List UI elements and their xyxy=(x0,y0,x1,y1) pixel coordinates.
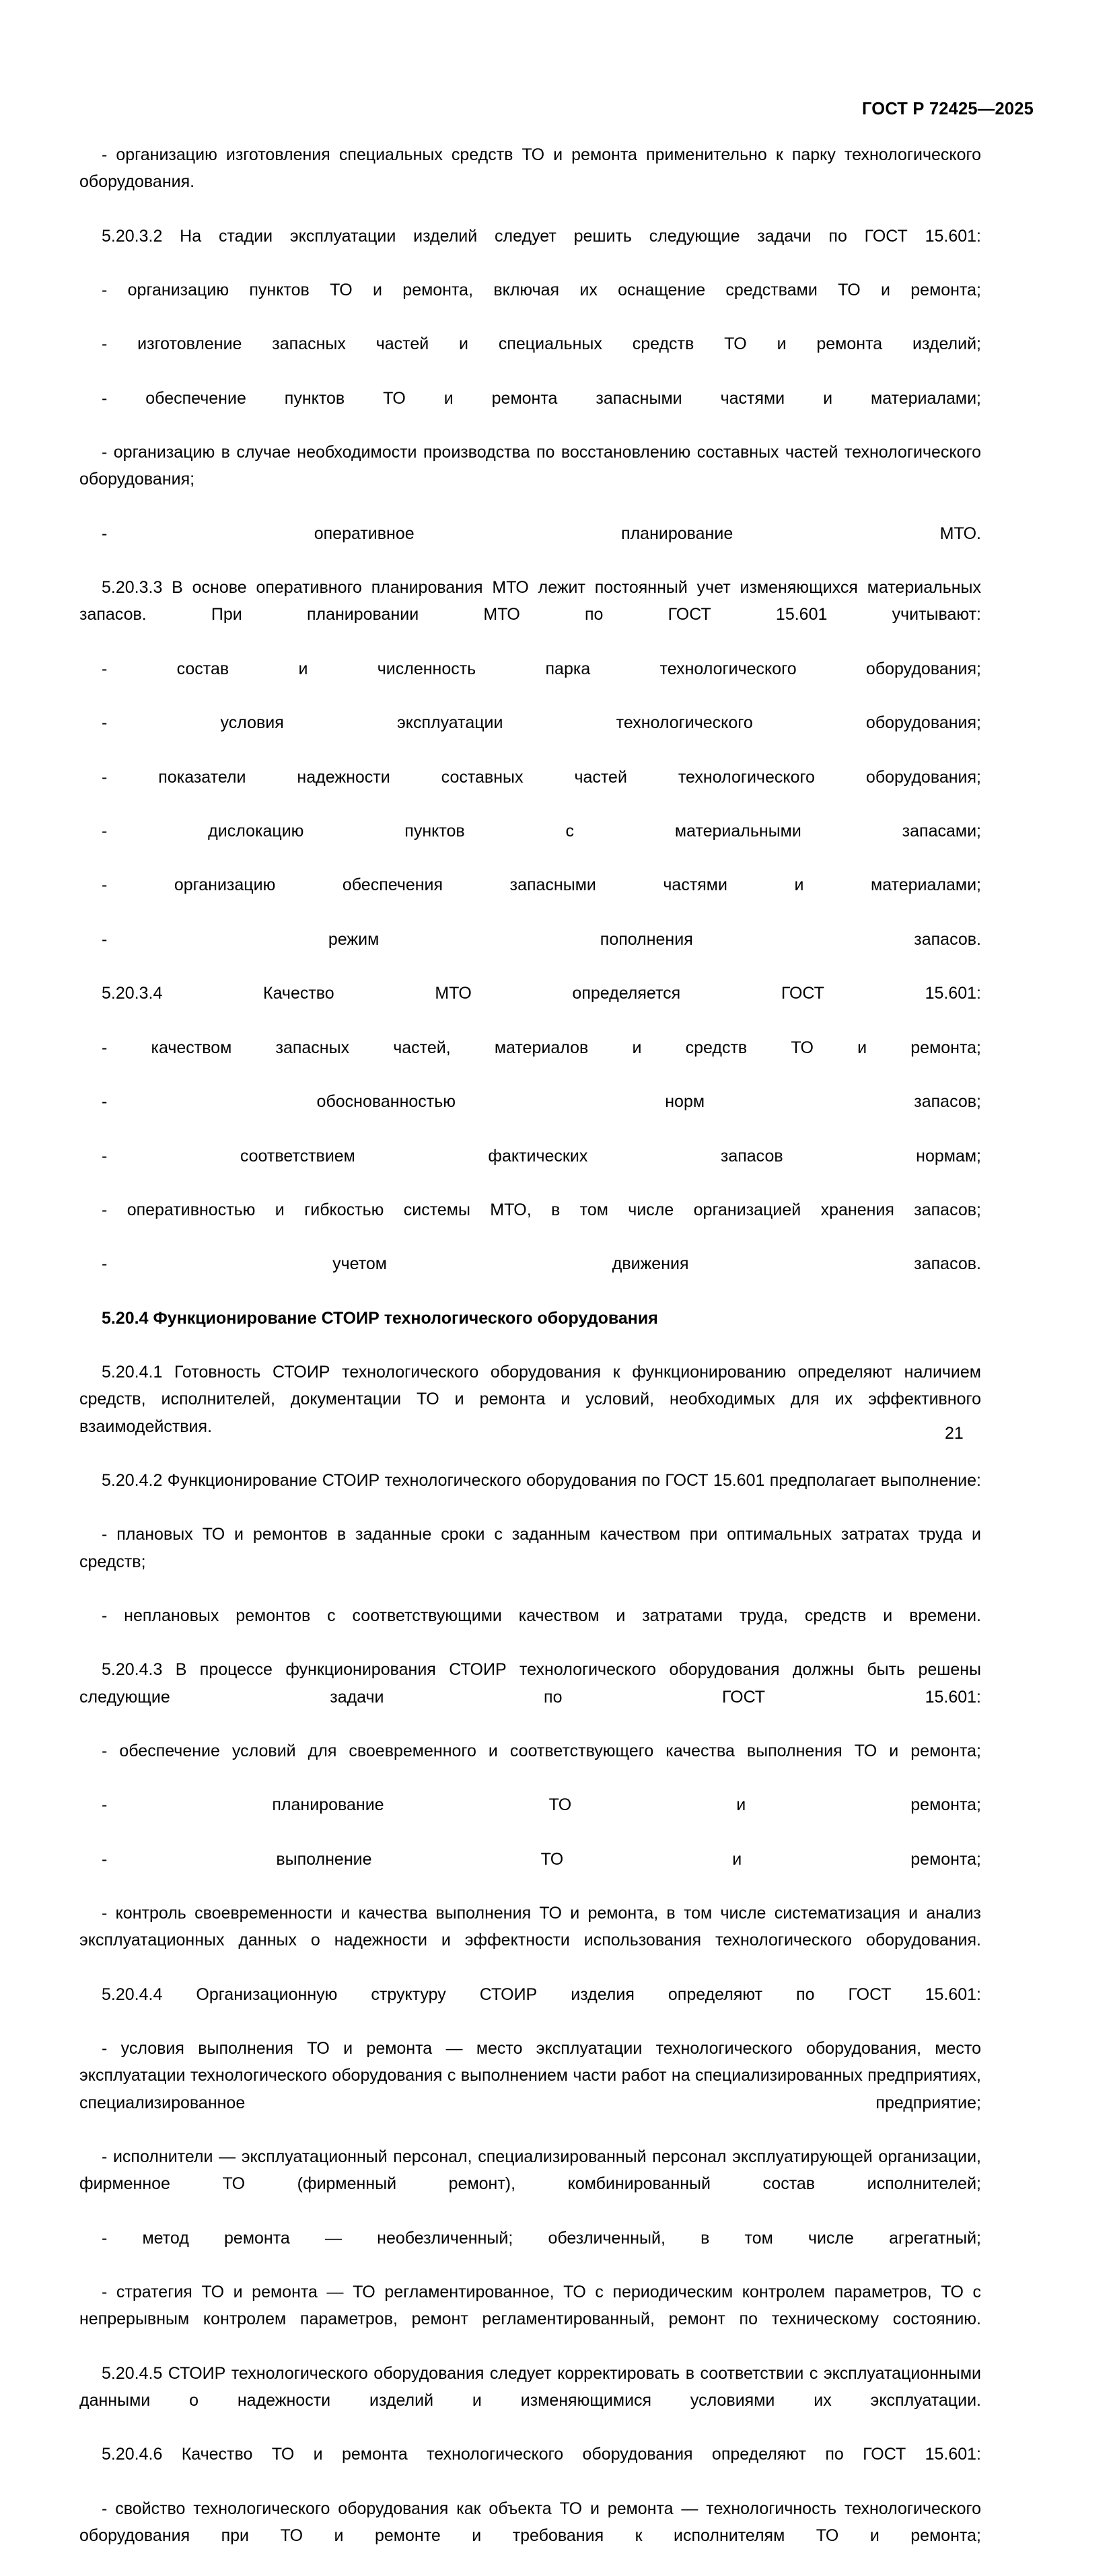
list-item: - свойство технологического оборудования как объекта ТО и ремонта — технологичность технологического оборудования при ТО и ремонте и требования к исполнителям ТО и ремонта; xyxy=(79,2499,981,2545)
list-item: - дислокацию пунктов с материальными запасами; xyxy=(102,822,981,841)
list-item: - режим пополнения запасов. xyxy=(102,929,981,949)
list-item: - условия эксплуатации технологического оборудования; xyxy=(102,713,981,733)
list-item: - планирование ТО и ремонта; xyxy=(102,1795,981,1815)
clause-paragraph: 5.20.4.2 Функционирование СТОИР технологического оборудования по ГОСТ 15.601 предполагает выполнение: xyxy=(102,1470,981,1490)
clause-paragraph: 5.20.4.5 СТОИР технологического оборудования следует корректировать в соответствии с эксплуатационными данными о надежности изделий и изменяющимися условиями их эксплуатации. xyxy=(79,2363,981,2410)
clause-paragraph: 5.20.3.4 Качество МТО определяется ГОСТ 15.601: xyxy=(102,984,981,1003)
clause-paragraph: 5.20.4.4 Организационную структуру СТОИР изделия определяют по ГОСТ 15.601: xyxy=(102,1984,981,2004)
clause-paragraph: 5.20.4.6 Качество ТО и ремонта технологического оборудования определяют по ГОСТ 15.601: xyxy=(102,2445,981,2464)
list-item: - обоснованностью норм запасов; xyxy=(102,1092,981,1112)
list-item: - качеством запасных частей, материалов и средств ТО и ремонта; xyxy=(102,1038,981,1057)
page-body-text xyxy=(79,141,981,2576)
clause-paragraph: 5.20.4.1 Готовность СТОИР технологического оборудования к функционированию определяют наличием средств, исполнителей, документации ТО и ремонта и условий, необходимых для их эффективного взаимодействия. xyxy=(79,1363,981,1436)
list-item: - обеспечение пунктов ТО и ремонта запасными частями и материалами; xyxy=(102,388,981,408)
clause-paragraph: 5.20.3.2 На стадии эксплуатации изделий следует решить следующие задачи по ГОСТ 15.601: xyxy=(102,226,981,246)
clause-paragraph: 5.20.3.3 В основе оперативного планирования МТО лежит постоянный учет изменяющихся материальных запасов. При планировании МТО по ГОСТ 15.601 учитывают: xyxy=(79,578,981,624)
list-item: - плановых ТО и ремонтов в заданные сроки с заданным качеством при оптимальных затратах труда и средств; xyxy=(79,1525,981,1571)
list-item: - стратегия ТО и ремонта — ТО регламентированное, ТО с периодическим контролем параметров, ТО с непрерывным контролем параметров, ремонт регламентированный, ремонт по техническому состоянию. xyxy=(79,2283,981,2329)
list-item: - метод ремонта — необезличенный; обезличенный, в том числе агрегатный; xyxy=(102,2228,981,2248)
list-item: - оперативное планирование МТО. xyxy=(102,524,981,543)
section-heading: 5.20.4 Функционирование СТОИР технологического оборудования xyxy=(102,1308,658,1328)
list-item: - показатели надежности составных частей технологического оборудования; xyxy=(102,767,981,787)
list-item: - организацию в случае необходимости производства по восстановлению составных частей технологического оборудования; xyxy=(79,443,981,489)
standard-number-header: ГОСТ Р 72425—2025 xyxy=(861,100,1034,118)
list-item: - оперативностью и гибкостью системы МТО, в том числе организацией хранения запасов; xyxy=(102,1200,981,1219)
list-item: - выполнение ТО и ремонта; xyxy=(102,1849,981,1869)
list-item: - условия выполнения ТО и ремонта — место эксплуатации технологического оборудования, место эксплуатации технологического оборудования с выполнением части работ на специализированных предприятиях, специализированное предприятие; xyxy=(79,2039,981,2112)
list-item: - изготовление запасных частей и специальных средств ТО и ремонта изделий; xyxy=(102,334,981,354)
list-item: - учетом движения запасов. xyxy=(102,1254,981,1274)
list-item: - неплановых ремонтов с соответствующими качеством и затратами труда, средств и времени. xyxy=(102,1606,981,1625)
list-item: - организацию обеспечения запасными частями и материалами; xyxy=(102,875,981,895)
list-item: - соответствием фактических запасов нормам; xyxy=(102,1146,981,1166)
clause-paragraph: 5.20.4.3 В процессе функционирования СТОИР технологического оборудования должны быть решены следующие задачи по ГОСТ 15.601: xyxy=(79,1660,981,1707)
list-item: - организацию изготовления специальных средств ТО и ремонта применительно к парку технологического оборудования. xyxy=(79,145,981,192)
list-item: - состав и численность парка технологического оборудования; xyxy=(102,659,981,678)
list-item: - организацию пунктов ТО и ремонта, включая их оснащение средствами ТО и ремонта; xyxy=(102,281,981,300)
list-item: - контроль своевременности и качества выполнения ТО и ремонта, в том числе систематизация и анализ эксплуатационных данных о надежности и эффектности использования технологического оборудования. xyxy=(79,1904,981,1950)
page-number: 21 xyxy=(945,1424,964,1443)
list-item: - исполнители — эксплуатационный персонал, специализированный персонал эксплуатирующей организации, фирменное ТО (фирменный ремонт), комбинированный состав исполнителей; xyxy=(79,2147,981,2194)
list-item: - обеспечение условий для своевременного и соответствующего качества выполнения ТО и ремонта; xyxy=(102,1741,981,1760)
